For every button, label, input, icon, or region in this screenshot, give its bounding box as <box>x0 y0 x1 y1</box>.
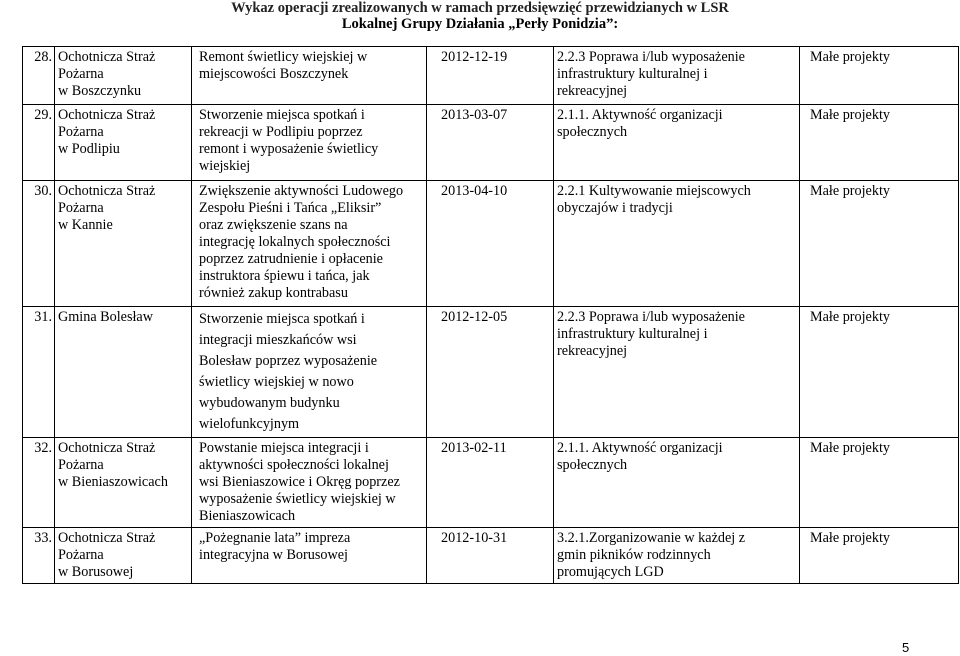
row-number: 28. <box>23 47 55 105</box>
activity-cell-line: infrastruktury kulturalnej i <box>557 326 708 342</box>
operation-title-cell <box>192 105 427 181</box>
table-row <box>23 438 959 528</box>
table-row <box>23 181 959 307</box>
operation-title-cell-line: integracyjna w Borusowej <box>199 547 348 563</box>
project-type-cell: Małe projekty <box>800 528 959 584</box>
activity-cell-line: obyczajów i tradycji <box>557 200 673 216</box>
operation-title-cell-line: wyposażenie świetlicy wiejskiej w <box>199 491 396 507</box>
table-row <box>23 528 959 584</box>
beneficiary-cell <box>55 47 192 105</box>
operation-title-cell-line: wybudowanym budynku <box>199 395 340 411</box>
header-line-1: Wykaz operacji zrealizowanych w ramach przedsięwzięć przewidzianych w LSR <box>231 0 729 16</box>
operation-title-cell-line: poprzez zatrudnienie i opłacenie <box>199 251 383 267</box>
project-type-cell: Małe projekty <box>800 47 959 105</box>
activity-cell-line: 2.1.1. Aktywność organizacji <box>557 107 723 123</box>
operation-title-cell-line: wiejskiej <box>199 158 251 174</box>
project-type-cell: Małe projekty <box>800 307 959 438</box>
table-row <box>23 47 959 105</box>
beneficiary-cell-line: Ochotnicza Straż <box>58 183 156 199</box>
beneficiary-cell-line: w Borusowej <box>58 564 134 580</box>
header-line-2: Lokalnej Grupy Działania „Perły Ponidzia”: <box>341 16 619 32</box>
project-type-cell: Małe projekty <box>800 181 959 307</box>
date-cell: 2013-04-10 <box>427 181 554 307</box>
beneficiary-cell-line: w Boszczynku <box>58 83 142 99</box>
beneficiary-cell-line: Ochotnicza Straż <box>58 107 156 123</box>
operation-title-cell <box>192 181 427 307</box>
operation-title-cell-line: również zakup kontrabasu <box>199 285 348 301</box>
page-number: 5 <box>902 640 910 655</box>
beneficiary-cell-line: w Kannie <box>58 217 113 233</box>
beneficiary-cell-line: Pożarna <box>58 457 104 473</box>
operation-title-cell-line: integrację lokalnych społeczności <box>199 234 391 250</box>
operation-title-cell-line: Stworzenie miejsca spotkań i <box>199 311 365 327</box>
date-cell: 2013-02-11 <box>427 438 554 528</box>
activity-cell-line: promujących LGD <box>557 564 664 580</box>
activity-cell-line: rekreacyjnej <box>557 343 628 359</box>
operation-title-cell-line: oraz zwiększenie szans na <box>199 217 348 233</box>
operation-title-cell <box>192 307 427 438</box>
activity-cell-line: infrastruktury kulturalnej i <box>557 66 708 82</box>
activity-cell <box>554 47 800 105</box>
row-number: 33. <box>23 528 55 584</box>
activity-cell-line: rekreacyjnej <box>557 83 628 99</box>
beneficiary-cell-line: Pożarna <box>58 124 104 140</box>
operation-title-cell-line: wsi Bieniaszowice i Okręg poprzez <box>199 474 400 490</box>
operation-title-cell <box>192 47 427 105</box>
beneficiary-cell <box>55 105 192 181</box>
operation-title-cell-line: wielofunkcyjnym <box>199 416 300 432</box>
operation-title-cell-line: rekreacji w Podlipiu poprzez <box>199 124 363 140</box>
row-number: 29. <box>23 105 55 181</box>
beneficiary-cell <box>55 181 192 307</box>
row-number: 32. <box>23 438 55 528</box>
activity-cell <box>554 105 800 181</box>
operation-title-cell <box>192 528 427 584</box>
beneficiary-cell-line: Pożarna <box>58 547 104 563</box>
beneficiary-cell <box>55 307 192 438</box>
operation-title-cell-line: Bolesław poprzez wyposażenie <box>199 353 378 369</box>
date-cell: 2012-10-31 <box>427 528 554 584</box>
beneficiary-cell-line: Ochotnicza Straż <box>58 49 156 65</box>
project-type-cell: Małe projekty <box>800 105 959 181</box>
row-number: 30. <box>23 181 55 307</box>
beneficiary-cell-line: Gmina Bolesław <box>58 309 153 325</box>
activity-cell-line: 2.2.1 Kultywowanie miejscowych <box>557 183 751 199</box>
activity-cell <box>554 528 800 584</box>
table-row <box>23 307 959 438</box>
activity-cell-line: społecznych <box>557 457 628 473</box>
operation-title-cell-line: Powstanie miejsca integracji i <box>199 440 369 456</box>
activity-cell-line: 3.2.1.Zorganizowanie w każdej z <box>557 530 746 546</box>
operation-title-cell-line: Zespołu Pieśni i Tańca „Eliksir” <box>199 200 382 216</box>
activity-cell <box>554 438 800 528</box>
beneficiary-cell-line: Ochotnicza Straż <box>58 440 156 456</box>
project-type-cell: Małe projekty <box>800 438 959 528</box>
table-row <box>23 105 959 181</box>
operation-title-cell-line: remont i wyposażenie świetlicy <box>199 141 379 157</box>
beneficiary-cell <box>55 438 192 528</box>
operation-title-cell-line: Zwiększenie aktywności Ludowego <box>199 183 404 199</box>
activity-cell <box>554 181 800 307</box>
beneficiary-cell-line: w Podlipiu <box>58 141 120 157</box>
operation-title-cell-line: instruktora śpiewu i tańca, jak <box>199 268 370 284</box>
beneficiary-cell <box>55 528 192 584</box>
activity-cell <box>554 307 800 438</box>
operations-table <box>22 46 959 584</box>
activity-cell-line: 2.1.1. Aktywność organizacji <box>557 440 723 456</box>
operation-title-cell-line: miejscowości Boszczynek <box>199 66 349 82</box>
operation-title-cell-line: integracji mieszkańców wsi <box>199 332 357 348</box>
activity-cell-line: 2.2.3 Poprawa i/lub wyposażenie <box>557 49 745 65</box>
operation-title-cell-line: Bieniaszowicach <box>199 508 296 524</box>
operation-title-cell <box>192 438 427 528</box>
date-cell: 2012-12-19 <box>427 47 554 105</box>
beneficiary-cell-line: Pożarna <box>58 200 104 216</box>
beneficiary-cell-line: w Bieniaszowicach <box>58 474 168 490</box>
activity-cell-line: społecznych <box>557 124 628 140</box>
operation-title-cell-line: świetlicy wiejskiej w nowo <box>199 374 354 390</box>
operation-title-cell-line: „Pożegnanie lata” impreza <box>199 530 351 546</box>
date-cell: 2012-12-05 <box>427 307 554 438</box>
row-number: 31. <box>23 307 55 438</box>
beneficiary-cell-line: Pożarna <box>58 66 104 82</box>
activity-cell-line: 2.2.3 Poprawa i/lub wyposażenie <box>557 309 745 325</box>
beneficiary-cell-line: Ochotnicza Straż <box>58 530 156 546</box>
activity-cell-line: gmin pikników rodzinnych <box>557 547 711 563</box>
date-cell: 2013-03-07 <box>427 105 554 181</box>
operation-title-cell-line: Stworzenie miejsca spotkań i <box>199 107 365 123</box>
operation-title-cell-line: aktywności społeczności lokalnej <box>199 457 389 473</box>
operation-title-cell-line: Remont świetlicy wiejskiej w <box>199 49 368 65</box>
